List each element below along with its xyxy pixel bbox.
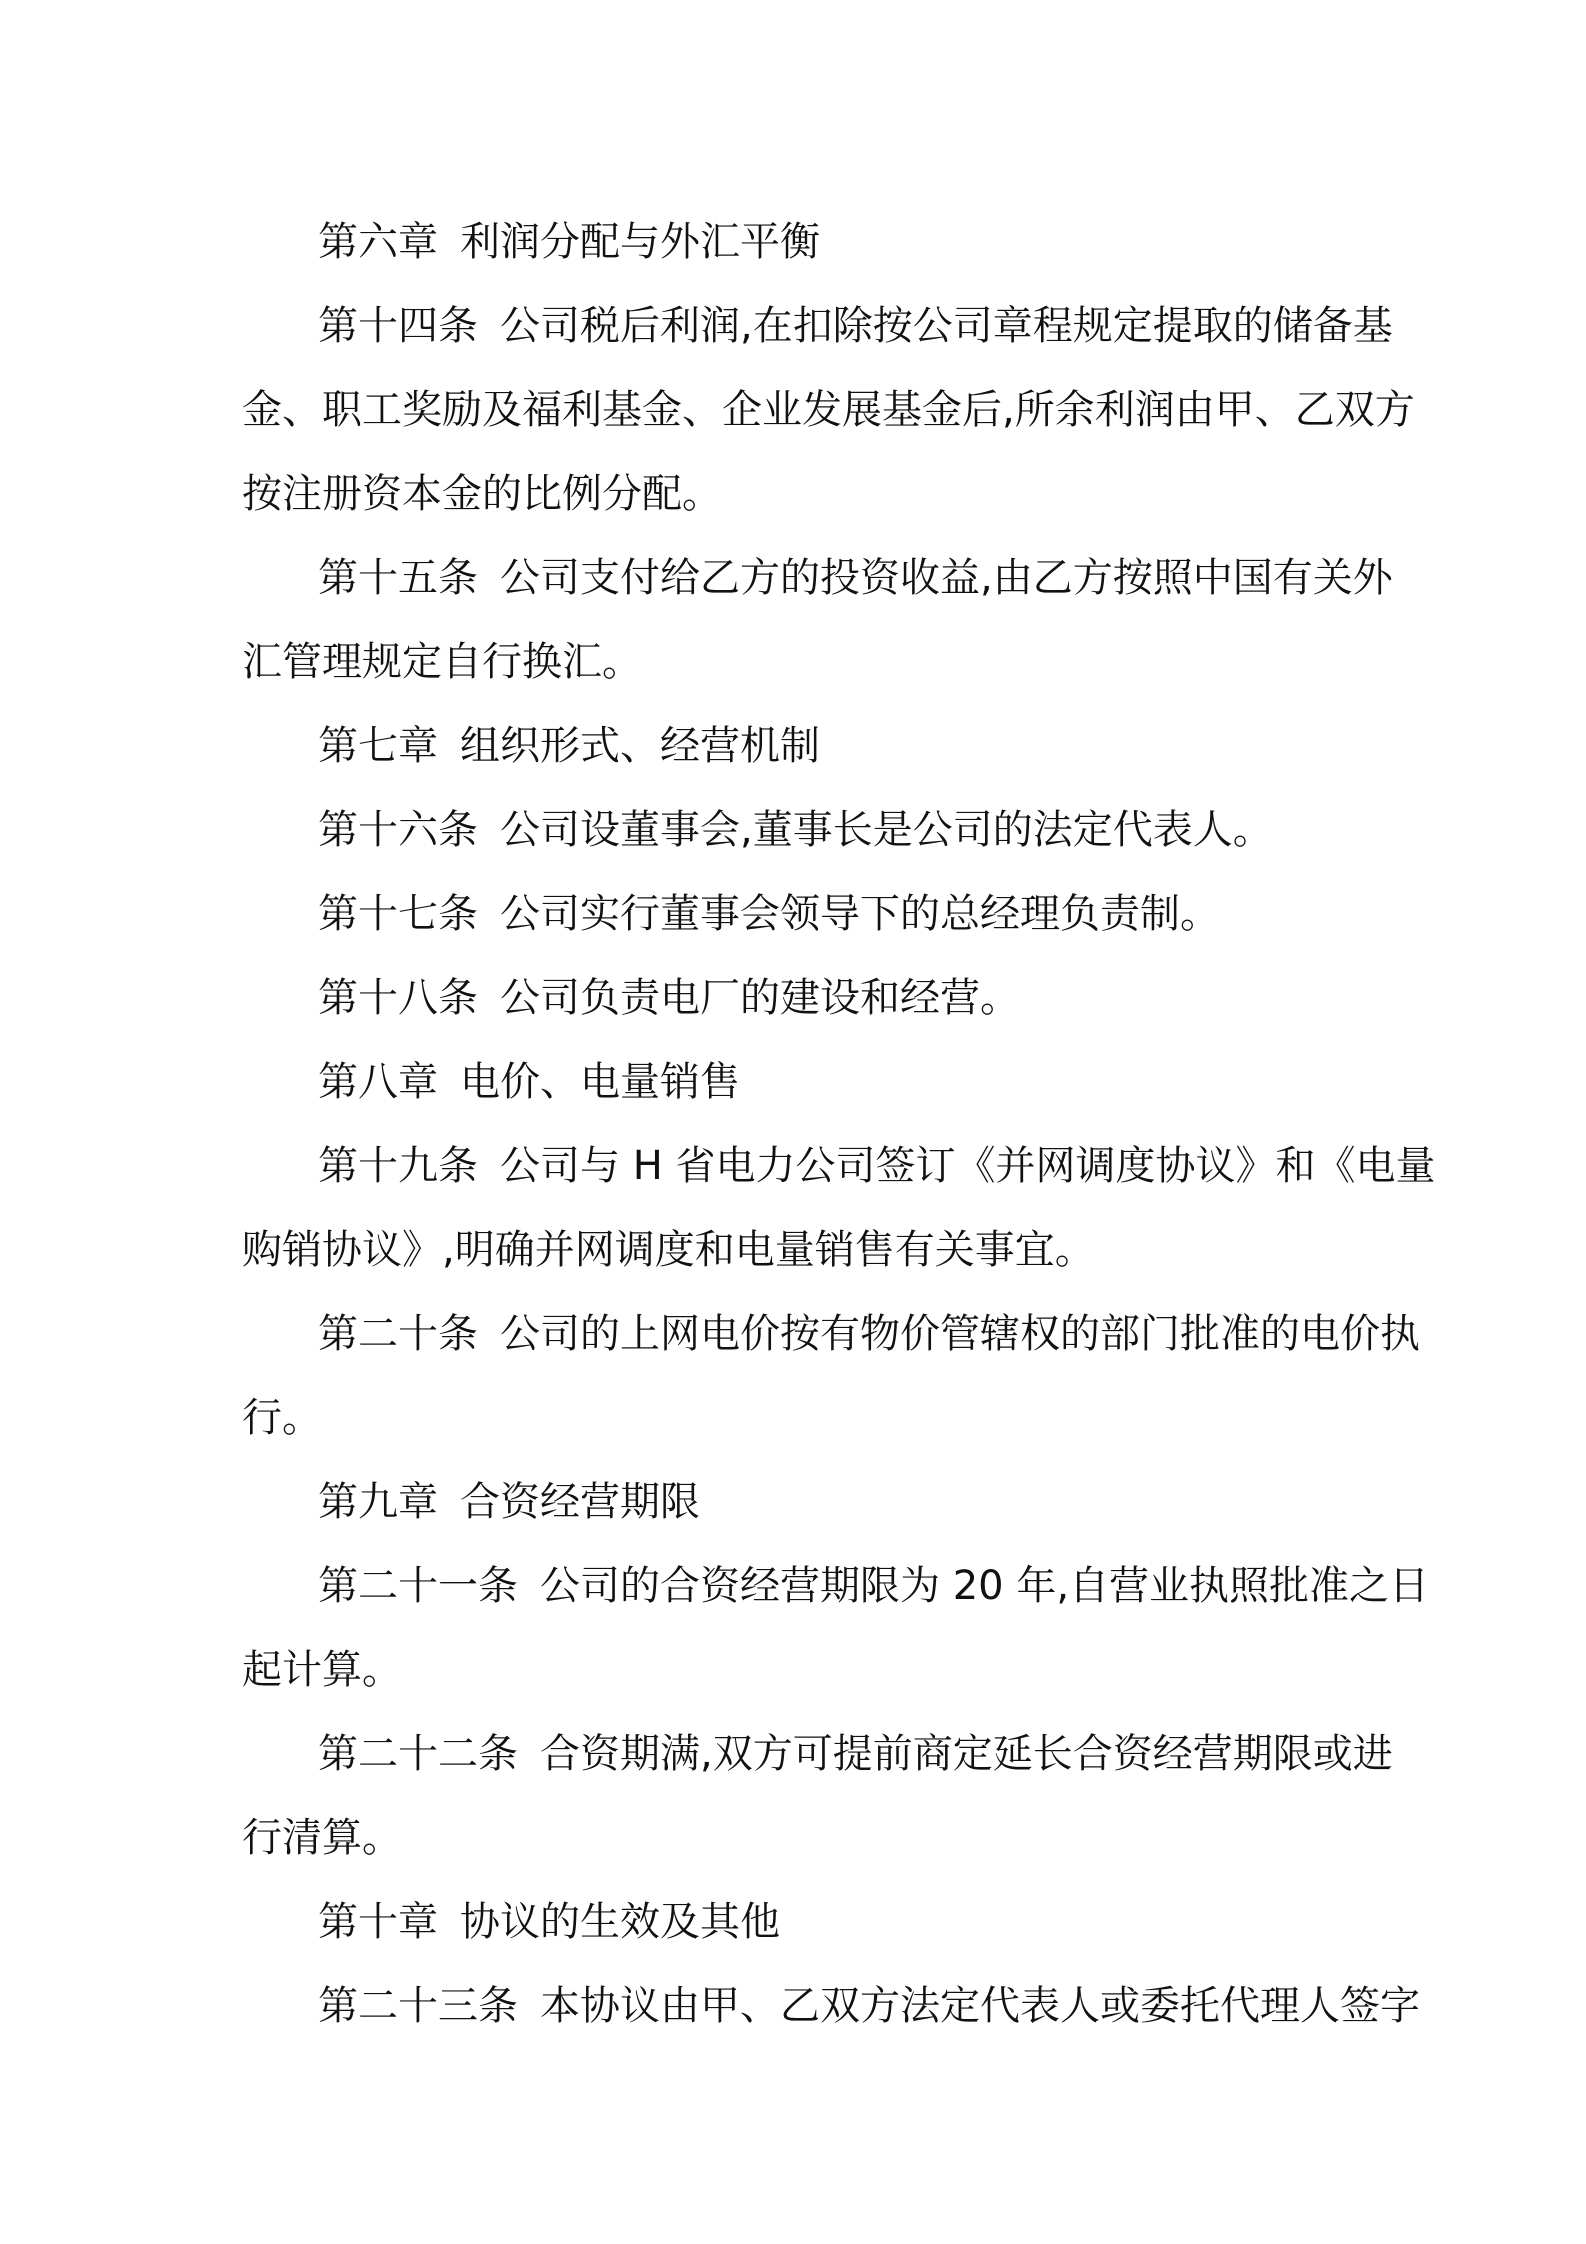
article-continuation [242,1628,1362,1712]
article-line [242,1544,1430,1628]
article-line [242,1124,1436,1208]
article-continuation [242,620,1362,704]
article-text: 公司实行董事会领导下的总经理负责制。 [500,891,1220,937]
article-number: 第十八条 [318,975,478,1021]
article-line [242,536,1393,620]
article-continuation [242,1208,1362,1292]
article-continuation [242,1796,1362,1880]
article-line [242,872,1362,956]
article-text: 汇管理规定自行换汇。 [242,639,642,685]
article-text: 公司的合资经营期限为 20 年,自营业执照批准之日 [540,1563,1430,1609]
document-body [242,200,1436,2048]
chapter-title: 电价、电量销售 [460,1059,740,1105]
chapter-number: 第六章 [318,219,438,265]
chapter-heading [242,1460,1362,1544]
article-number: 第二十三条 [318,1983,518,2029]
article-text: 行清算。 [242,1815,402,1861]
chapter-number: 第八章 [318,1059,438,1105]
article-text: 购销协议》,明确并网调度和电量销售有关事宜。 [242,1227,1095,1273]
chapter-number: 第十章 [318,1899,438,1945]
article-text: 金、职工奖励及福利基金、企业发展基金后,所余利润由甲、乙双方 [242,387,1415,433]
article-number: 第二十条 [318,1311,478,1357]
chapter-heading [242,200,1362,284]
article-number: 第二十一条 [318,1563,518,1609]
article-number: 第十五条 [318,555,478,601]
article-continuation [242,368,1415,452]
article-number: 第十九条 [318,1143,478,1189]
chapter-number: 第七章 [318,723,438,769]
article-text: 行。 [242,1395,322,1441]
article-line [242,1292,1420,1376]
article-number: 第十六条 [318,807,478,853]
chapter-title: 组织形式、经营机制 [460,723,820,769]
article-text: 公司支付给乙方的投资收益,由乙方按照中国有关外 [500,555,1393,601]
article-text: 公司与 H 省电力公司签订《并网调度协议》和《电量 [500,1143,1436,1189]
article-text: 本协议由甲、乙双方法定代表人或委托代理人签字 [540,1983,1420,2029]
article-number: 第十七条 [318,891,478,937]
article-text: 公司设董事会,董事长是公司的法定代表人。 [500,807,1273,853]
article-line [242,788,1362,872]
chapter-heading [242,1040,1362,1124]
chapter-number: 第九章 [318,1479,438,1525]
article-text: 公司税后利润,在扣除按公司章程规定提取的储备基 [500,303,1393,349]
chapter-heading [242,1880,1362,1964]
article-number: 第二十二条 [318,1731,518,1777]
article-text: 合资期满,双方可提前商定延长合资经营期限或进 [540,1731,1393,1777]
article-number: 第十四条 [318,303,478,349]
article-text: 按注册资本金的比例分配。 [242,471,722,517]
article-text: 起计算。 [242,1647,402,1693]
article-text: 公司负责电厂的建设和经营。 [500,975,1020,1021]
chapter-title: 合资经营期限 [460,1479,700,1525]
article-line [242,284,1393,368]
article-text: 公司的上网电价按有物价管辖权的部门批准的电价执 [500,1311,1420,1357]
article-continuation [242,1376,1362,1460]
chapter-heading [242,704,1362,788]
article-line [242,1712,1393,1796]
article-line [242,1964,1420,2048]
chapter-title: 利润分配与外汇平衡 [460,219,820,265]
article-continuation [242,452,1362,536]
article-line [242,956,1362,1040]
chapter-title: 协议的生效及其他 [460,1899,780,1945]
